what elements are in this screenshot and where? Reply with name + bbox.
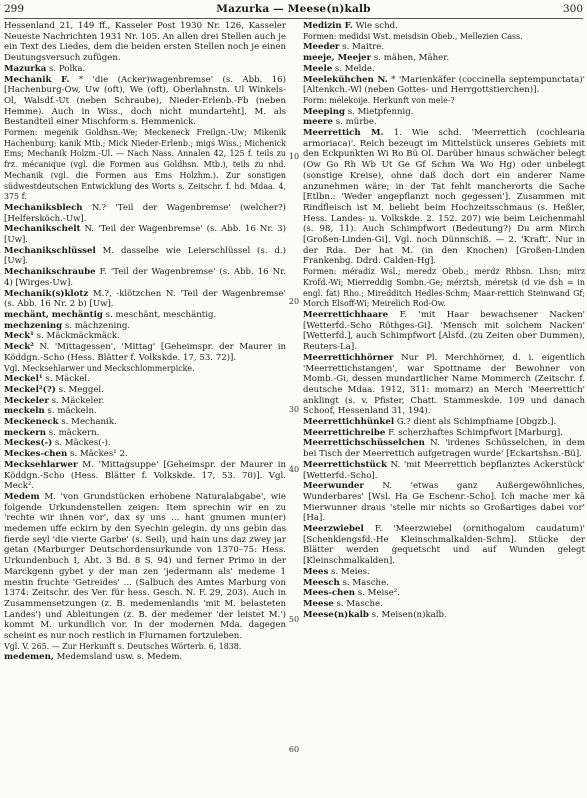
dictionary-entry: meeje, Meejer s. mähen, Mäher. [303, 53, 450, 64]
dictionary-entry: meckern s. mäckern. [4, 427, 100, 438]
page-number-right: 300 [562, 3, 583, 15]
headword: Meerrettich M. [303, 128, 384, 139]
headword: Meeping [303, 106, 345, 117]
line-number-gutter [287, 0, 301, 798]
dictionary-entry: Meele s. Melde. [303, 63, 375, 74]
headword: Meckes-chen [4, 449, 68, 460]
dictionary-entry: Mecksehlarwer M. 'Mittagsuppe' [Geheimspr. der Maurer in Köddgn.-Scho (Hess. Blätter f. Volkskde. 17, 53. 70)]. Vgl. Meck². [4, 459, 286, 492]
dictionary-entry: Meerrettichhaare F. 'mit Haar bewachsener Nacken' [Wetterfd.-Scho Röthges-Gi]. 'Mensch mit solchem Nacken' [Wetterfd.], auch Schimpfwort [Alsfd. (zu Zeiten ober Dummen), Reuters-La]. [303, 309, 585, 353]
headword: Meerrettichhünkel [303, 417, 395, 428]
headword: meere [303, 117, 334, 128]
headword: Meele [303, 63, 333, 74]
headword: Meese [303, 598, 334, 609]
dictionary-entry: Meerrettich M. 1. Wie schd. 'Meerrettich (cochlearia armoriaca)'. Reich bezeugt im Mittelstück unseres Gebiets mit den Eckpunkten Wi Ro Bü Ol. Darüber hinaus schwächer belegt (Ow Go Rh Wb Ut Ge Gf Schm Wa Wo Hg) oder unbelegt (sonstige Kreise), ohne daß doch dort ein anderer Name anzunehmen wäre; in der Tat fehlt mancherorts die Sache [Etlbn.: 'Weder angepflanzt noch gegessen']. Zusammen mit Rindfleisch ist M. beliebt beim Hochzeitsschmaus (s. Heßler, Hess. Landes- u. Volkskde. 2. 152. 207) wie beim Leichenmahl (s. 98, 11). Auch Schimpfwort (Bedeutung?) Du arm Mirch [Großen-Linden-Gi]. Vgl. noch Dünnschiß. — 2. 'Kraft'. Nur in der Rda. Der hat M. (in den Knochen) [Großen-Linden Frankenbg. Ddrd. Calden-Hg]. [303, 128, 585, 267]
headword: meckern [4, 427, 46, 438]
dictionary-entry: Meerrettichhünkel G.? dient als Schimpfname [Obgzb.]. [303, 417, 557, 428]
dictionary-entry: Meckeneck s. Mechanik. [4, 417, 117, 428]
dictionary-entry: Meckes-chen s. Mäckes¹ 2. [4, 449, 128, 460]
dictionary-entry: mechänt, mechäntig s. meschänt, meschäntig. [4, 309, 217, 320]
dictionary-entry: meere s. mürbe. [303, 117, 377, 128]
dictionary-entry: Mechaniksblech N.? 'Teil der Wagenbremse' (welcher?) [Helfersköch.-Uw]. [4, 202, 286, 224]
dictionary-entry: Mechanikschlüssel M. dasselbe wie Leierschlüssel (s. d.) [Uw]. [4, 245, 286, 267]
headword: Mees [303, 566, 329, 577]
dictionary-entry: Mees-chen s. Meise². [303, 588, 400, 599]
headword: Mees-chen [303, 588, 356, 599]
headword: Meckeneck [4, 417, 59, 428]
dictionary-entry: Meeping s. Mietpfennig. [303, 106, 414, 117]
dictionary-entry: Form: mélekoije. Herkunft von mele-? [303, 95, 455, 105]
headword: Mecksehlarwer [4, 459, 78, 470]
dictionary-entry: Meerzwiebel F. 'Meerzwiebel (ornithogalum caudatum)' [Schenklengsfd.-He Kleinschmalkalden-Schm]. Stücke der Blätter werden gequetscht und auf Wunden gelegt [Kleinschmalkalden]. [303, 524, 585, 567]
headword: Mechanik(s)klotz [4, 288, 89, 299]
dictionary-entry: Hessenland 21, 149 ff., Kasseler Post 1930 Nr. 126, Kasseler Neueste Nachrichten 1931 Nr. 105. An allen drei Stellen auch je ein Text des Liedes, dem die beiden ersten Stellen noch je einen Deutungsversuch zufügen. [4, 21, 286, 64]
dictionary-entry: Formen: méradiz Wsl.; meredz Obeb.; merdz Rhbsn. Lhsn; mirz Krofd.-Wi; Mierreddig Sombn.-Ge; mérztsh, méretsk (d vie dsh = in engl. fat) Rho.; Miredditch Hedles-Schm; Maar-rettich Steinwand Gf; Morch Elsoff-Wi; Meirelich Rod-Ow. [303, 267, 585, 309]
headword: Meese(n)kalb [303, 609, 369, 620]
line-number: 10 [288, 152, 300, 161]
headword: Mechanikschelt [4, 224, 81, 235]
dictionary-entry: Formen: medidsi Wst. meisdsin Obeb., Mellezien Cass. [303, 31, 523, 41]
headword: Meck² [4, 342, 34, 353]
headword: Meerrettichstück [303, 459, 387, 470]
dictionary-entry: Meck¹ s. Mäckmäckmäck. [4, 331, 120, 342]
headword: Meckel¹ [4, 374, 43, 385]
headword: Meerwunder [303, 481, 364, 492]
line-number: 50 [288, 615, 300, 624]
headword: Medizin F. [303, 21, 353, 31]
dictionary-entry: Meerrettichschüsselchen N. 'irdenes Schüsselchen, in dem bei Tisch der Meerrettich aufgetragen wurde' [Eckartshsn.-Bü]. [303, 438, 585, 460]
headword: meckeln [4, 406, 45, 417]
headword: mechzening [4, 320, 63, 331]
headword: medemen, [4, 652, 54, 663]
headword: Medem [4, 491, 40, 502]
line-number: 20 [288, 297, 300, 306]
dictionary-entry: Mazurka s. Polka. [4, 63, 86, 74]
dictionary-entry: Mechanikschelt N. 'Teil der Wagenbremse' (s. Abb. 16 Nr. 3) [Uw]. [4, 224, 286, 246]
page-number-left: 299 [4, 3, 25, 15]
headword: Meesch [303, 577, 340, 588]
dictionary-entry: Mechanik(s)klotz M.?, -klötzchen N. 'Teil der Wagenbremse' (s. Abb. 16 Nr. 2 b) [Uw]. [4, 288, 286, 310]
headword: Meeder [303, 42, 340, 53]
right-column [303, 21, 585, 620]
headword: Meelekühchen N. [303, 74, 388, 85]
dictionary-entry: Formen: megenik Goldhsn.-We; Meckeneck Freilgn.-Uw; Mikenik Hachenburg; kanik Mtb.; Mick Nieder-Erlenb.; migs Wiss.; Michenick Ems; Mechanik Holzm.-Ul. — Nach Nass. Annalen 42, 125 f. teils zu frz. mécanique (vgl. die Formen aus Goldhsn. Mtb.), teils zu nhd. Mechanik (vgl. die Formen aus Ems Holzhm.). Zur sonstigen südwestdeutschen Entwicklung des Worts s. Zeitschr. f. hd. Mdaa. 4, 375 f. [4, 128, 286, 202]
headword: Meckeler [4, 395, 49, 406]
headword: Meerrettichhörner [303, 352, 394, 363]
headword: Mechanik F. [4, 74, 70, 85]
line-number: 30 [288, 405, 300, 414]
headword: Meerrettichreibe [303, 427, 386, 438]
dictionary-entry: Mees s. Meies. [303, 566, 370, 577]
dictionary-entry: Meeder s. Maitre. [303, 42, 385, 53]
dictionary-entry: Meese s. Masche. [303, 598, 383, 609]
dictionary-entry: Medem M. 'von Grundstücken erhobene Naturalabgabe', wie folgende Urkundenstellen zeigen: Item sprechin wir en zu 'rechte wir ihnen vor', dax sy uns ... hant gnumen mun(er) medemen uffe eckirn by den Syechin gelegin. dy uns gebin das fierde seyl 'die vierte Garbe' (s. Seil), und hain uns daz zwey jar getan (Marburger Deutschordensurkunde von 1370–75: Hess. Urkundenbuch I, Abt. 3 Bd. 8 S. 94) und ferner Primo in der Marckgenn gybet y der man zen 'jedermann als' medeme 1 mestin fruchte 'Getreides' ... (Salbuch des Amtes Marburg von 1374: Zeitschr. des Ver. für hess. Gesch. N. F. 29, 203). Auch in Zusammensetzungen (z. B. medemenlandis 'mit M. belasteten Landes') und Ableitungen (z. B. der medemer 'der leistet M.') kommt M. urkundlich vor. In der modernen Mda. dagegen scheint es nur noch restlich in Flurnamen fortzuleben. [4, 491, 286, 642]
dictionary-entry: Mechanikschraube F. 'Teil der Wagenbremse' (s. Abb. 16 Nr. 4) [Wirges-Uw]. [4, 267, 286, 288]
running-title: Mazurka — Meese(n)kalb [216, 3, 371, 15]
dictionary-entry: Meckel²(?) s. Meggel. [4, 384, 104, 395]
dictionary-entry: Vgl. V. 265. — Zur Herkunft s. Deutsches Wörterb. 6, 1838. [4, 641, 242, 651]
headword: Meerzwiebel [303, 524, 364, 535]
headword: meeje, Meejer [303, 53, 372, 64]
dictionary-entry: Meerrettichreibe F. scherzhaftes Schimpfwort [Marburg]. [303, 427, 563, 438]
line-number: 40 [288, 465, 300, 474]
headword: Meck¹ [4, 331, 34, 342]
headword: Mechanikschlüssel [4, 245, 96, 256]
dictionary-entry: Vgl. Mecksehlarwer und Meckschlommerpicke. [4, 363, 195, 373]
dictionary-entry: Meelekühchen N. * 'Marienkäfer (coccinella septempunctata)' [Altenkch.-Wl (neben Gottes- und Herrgottstierchen)]. [303, 74, 585, 96]
dictionary-entry: Meck² N. 'Mittagessen', 'Mittag' [Geheimspr. der Maurer in Köddgn.-Scho (Hess. Blätter f. Volkskde. 17, 53. 72)]. [4, 342, 286, 363]
dictionary-entry: Meerwunder N. 'etwas ganz Außergewöhnliches, Wunderbares' [Wsl. Ha Ge Eschenr.-Scho]. Ich mache mer kā Mierwunner draus 'stelle mir nichts so Großartiges dabei vor' [Ha]. [303, 481, 585, 524]
headword: Mechaniksblech [4, 202, 83, 213]
headword: Mazurka [4, 63, 47, 74]
headword: Meckel²(?) [4, 384, 56, 395]
headword: mechänt, mechäntig [4, 309, 103, 320]
dictionary-entry: Meckel¹ s. Mäckel. [4, 374, 90, 385]
dictionary-entry: Meckes(-) s. Mäckes(-). [4, 438, 111, 449]
dictionary-entry: Meerrettichstück N. 'mit Meerrettich bepflanztes Ackerstück' [Wetterfd.-Scho]. [303, 459, 585, 481]
headword: Mechanikschraube [4, 267, 96, 278]
dictionary-entry: Meckeler s. Mäckeler. [4, 395, 105, 406]
dictionary-entry: Medizin F. Wie schd. [303, 21, 398, 31]
dictionary-entry: Meesch s. Masche. [303, 577, 389, 588]
dictionary-entry: Meerrettichhörner Nur Pl. Merchhörner, d. i. eigentlich 'Meerrettichstangen', war Spottname der Bewohner von Momb.-Gi, dessen mundartlicher Name Mommerch (Zeitschr. f. deutsche Mdaa. 1912, 311: momarz) an Merch 'Meerrettich' anklingt (s. v. Pfister, Chatt. Stammeskde. 109 und danach Schoof, Hessenland 31, 194). [303, 352, 585, 417]
dictionary-entry: Mechanik F. * 'die (Acker)wagenbremse' (s. Abb. 16) [Hachenburg-Ow, Uw (oft), We (oft), Oberlahnstn. Ul Winkels-Ol, Walsdf.-Ut (neben Schraube), Nieder-Erlenb.-Fb (neben Hemme). Auch in Wiss., doch nicht mundarteht]. M. als Bestandteil einer Mischform s. Hemmenick. [4, 74, 287, 128]
headword: Meerrettichschüsselchen [303, 438, 425, 449]
line-number: 60 [288, 745, 300, 754]
dictionary-entry: medemen, Medemsland usw. s. Medem. [4, 652, 183, 663]
headword: Meerrettichhaare [303, 309, 389, 320]
left-column [4, 21, 286, 663]
dictionary-entry: Meese(n)kalb s. Meisen(n)kalb. [303, 609, 447, 620]
dictionary-entry: meckeln s. mäckeln. [4, 406, 97, 417]
dictionary-entry: mechzening s. mächzening. [4, 320, 131, 331]
headword: Meckes(-) [4, 438, 53, 449]
